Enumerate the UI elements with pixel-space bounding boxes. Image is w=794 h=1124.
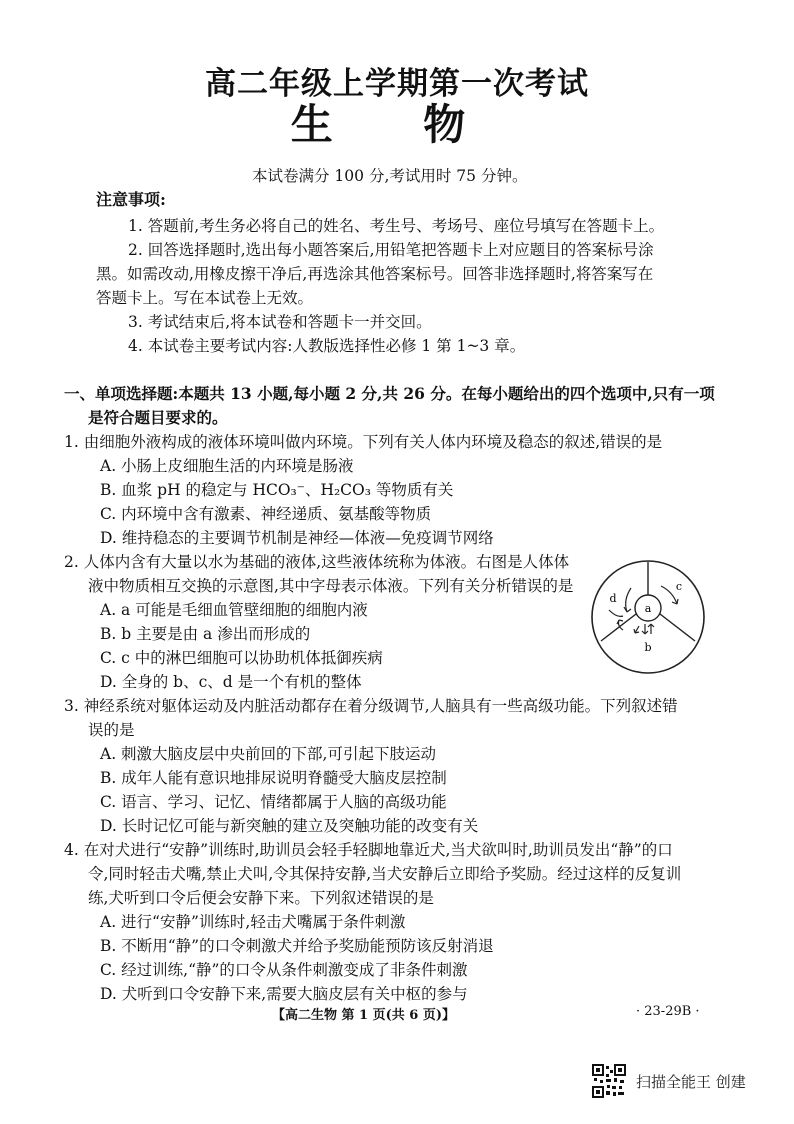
notice-line: 3. 考试结束后,将本试卷和答题卡一并交回。 [128, 313, 432, 331]
diagram-label-d: d [609, 592, 617, 605]
diagram-label-c: c [675, 580, 683, 593]
notice-line: 2. 回答选择题时,选出每小题答案后,用铅笔把答题卡上对应题目的答案标号涂 [128, 241, 654, 259]
section-heading: 一、单项选择题:本题共 13 小题,每小题 2 分,共 26 分。在每小题给出的四个选项中,只有一项 [64, 384, 715, 403]
question-2-option-d: D. 全身的 b、c、d 是一个有机的整体 [100, 673, 362, 691]
question-1-option-b: B. 血浆 pH 的稳定与 HCO₃⁻、H₂CO₃ 等物质有关 [100, 481, 454, 499]
question-1-stem: 1. 由细胞外液构成的液体环境叫做内环境。下列有关人体内环境及稳态的叙述,错误的是 [64, 433, 663, 451]
question-3-option-c: C. 语言、学习、记忆、情绪都属于人脑的高级功能 [100, 793, 447, 811]
question-4-option-c: C. 经过训练,“静”的口令从条件刺激变成了非条件刺激 [100, 961, 468, 979]
question-4-option-d: D. 犬听到口令安静下来,需要大脑皮层有关中枢的参与 [100, 985, 468, 1003]
page-number: 【高二生物 第 1 页(共 6 页)】 [272, 1008, 456, 1023]
question-1-option-a: A. 小肠上皮细胞生活的内环境是肠液 [100, 457, 354, 475]
notice-line: 答题卡上。写在本试卷上无效。 [96, 289, 314, 307]
scanner-watermark [592, 1064, 746, 1098]
question-2-option-c: C. c 中的淋巴细胞可以协助机体抵御疾病 [100, 649, 383, 667]
section-heading-cont: 是符合题目要求的。 [88, 408, 228, 427]
exam-info: 本试卷满分 100 分,考试用时 75 分钟。 [252, 167, 528, 185]
scanner-label: 扫描全能王 创建 [636, 1072, 746, 1091]
question-4-option-b: B. 不断用“静”的口令刺激犬并给予奖励能预防该反射消退 [100, 937, 494, 955]
question-1-option-d: D. 维持稳态的主要调节机制是神经—体液—免疫调节网络 [100, 529, 494, 547]
subject-title: 生 物 [290, 100, 504, 149]
notice-line: 1. 答题前,考生务必将自己的姓名、考生号、考场号、座位号填写在答题卡上。 [128, 217, 665, 235]
question-4-stem: 练,犬听到口令后便会安静下来。下列叙述错误的是 [88, 889, 434, 907]
question-4-stem: 令,同时轻击犬嘴,禁止犬叫,令其保持安静,当犬安静后立即给予奖励。经过这样的反复训 [88, 865, 682, 883]
question-4-stem: 4. 在对犬进行“安静”训练时,助训员会轻手轻脚地靠近犬,当犬欲叫时,助训员发出“静”的口 [64, 841, 673, 859]
diagram-label-a: a [644, 602, 652, 615]
question-2-stem: 2. 人体内含有大量以水为基础的液体,这些液体统称为体液。右图是人体体 [64, 553, 570, 571]
question-3-option-b: B. 成年人能有意识地排尿说明脊髓受大脑皮层控制 [100, 769, 447, 787]
question-2-option-b: B. b 主要是由 a 渗出而形成的 [100, 625, 311, 643]
question-2-stem: 液中物质相互交换的示意图,其中字母表示体液。下列有关分析错误的是 [88, 577, 574, 595]
notice-line: 4. 本试卷主要考试内容:人教版选择性必修 1 第 1~3 章。 [128, 337, 526, 355]
question-4-option-a: A. 进行“安静”训练时,轻击犬嘴属于条件刺激 [100, 913, 406, 931]
question-1-option-c: C. 内环境中含有激素、神经递质、氨基酸等物质 [100, 505, 432, 523]
question-3-stem: 误的是 [88, 721, 135, 739]
qr-code-icon [592, 1064, 626, 1098]
exam-title: 高二年级上学期第一次考试 [205, 66, 589, 102]
question-2-option-a: A. a 可能是毛细血管壁细胞的细胞内液 [100, 601, 368, 619]
notice-line: 黑。如需改动,用橡皮擦干净后,再选涂其他答案标号。回答非选择题时,将答案写在 [96, 265, 654, 283]
body-fluid-diagram [583, 558, 713, 676]
notice-heading: 注意事项: [96, 190, 166, 209]
diagram-label-b: b [644, 641, 652, 654]
question-3-stem: 3. 神经系统对躯体运动及内脏活动都存在着分级调节,人脑具有一些高级功能。下列叙述错 [64, 697, 678, 715]
paper-code: · 23-29B · [636, 1004, 700, 1019]
question-3-option-d: D. 长时记忆可能与新突触的建立及突触功能的改变有关 [100, 817, 479, 835]
question-3-option-a: A. 刺激大脑皮层中央前回的下部,可引起下肢运动 [100, 745, 436, 763]
